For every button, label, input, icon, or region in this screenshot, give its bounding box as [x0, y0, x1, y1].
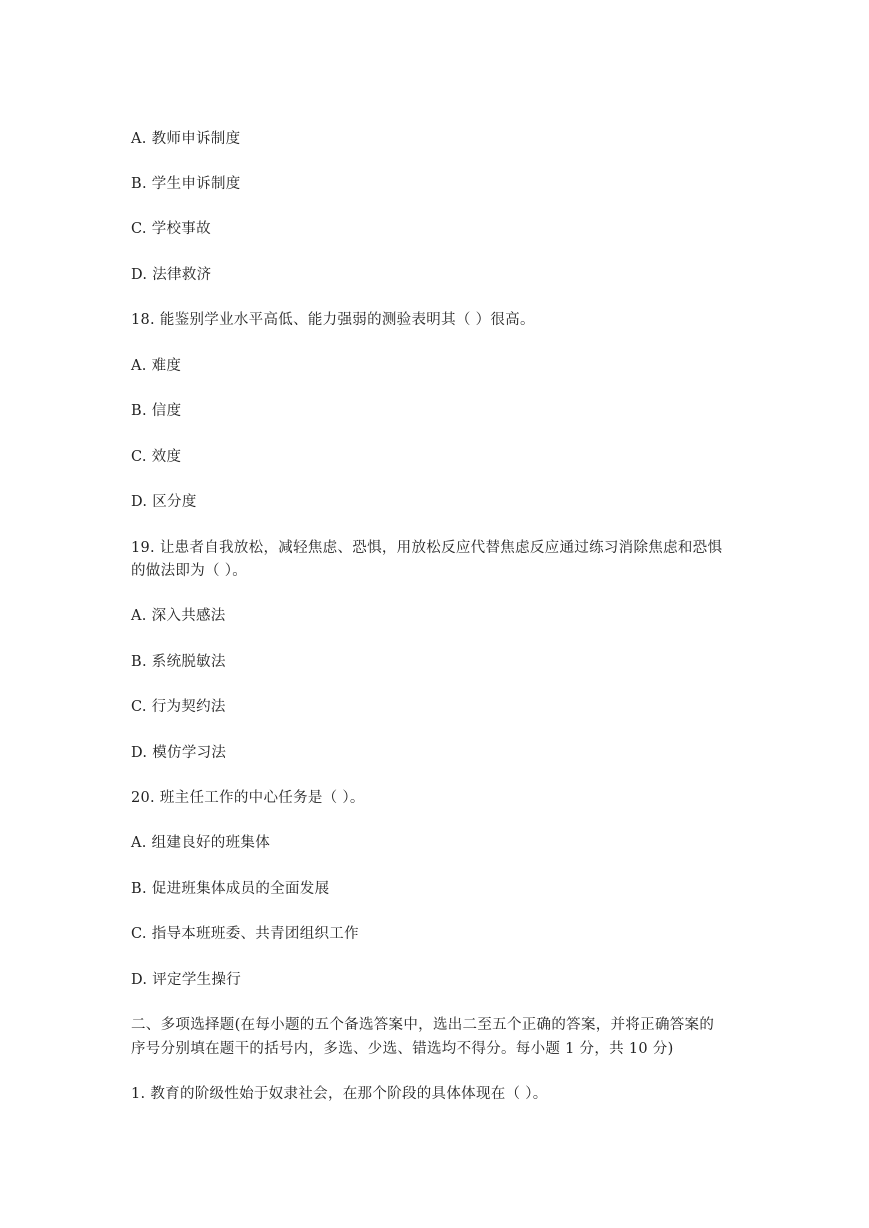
- option-18-c: C. 效度: [131, 449, 182, 465]
- option-19-b: B. 系统脱敏法: [131, 654, 226, 670]
- question-19-line-2: 的做法即为（ ）。: [131, 563, 248, 579]
- multi-question-1: 1. 教育的阶级性始于奴隶社会，在那个阶段的具体体现在（ ）。: [131, 1086, 548, 1102]
- option-19-d: D. 模仿学习法: [131, 745, 227, 761]
- option-19-a: A. 深入共感法: [131, 608, 226, 624]
- option-20-d: D. 评定学生操行: [131, 972, 242, 988]
- option-17-b: B. 学生申诉制度: [131, 176, 241, 192]
- section-heading-line-1: 二、多项选择题(在每小题的五个备选答案中，选出二至五个正确的答案，并将正确答案的: [131, 1017, 715, 1033]
- option-17-c: C. 学校事故: [131, 221, 211, 237]
- option-17-a: A. 教师申诉制度: [131, 131, 241, 147]
- option-20-c: C. 指导本班班委、共青团组织工作: [131, 926, 359, 942]
- option-18-b: B. 信度: [131, 403, 182, 419]
- question-19-line-1: 19. 让患者自我放松，减轻焦虑、恐惧，用放松反应代替焦虑反应通过练习消除焦虑和恐惧: [131, 540, 723, 556]
- option-18-d: D. 区分度: [131, 494, 197, 510]
- option-20-b: B. 促进班集体成员的全面发展: [131, 881, 330, 897]
- option-20-a: A. 组建良好的班集体: [131, 835, 270, 851]
- option-17-d: D. 法律救济: [131, 267, 212, 283]
- section-heading-line-2: 序号分别填在题干的括号内，多选、少选、错选均不得分。每小题 1 分，共 10 分): [131, 1041, 674, 1057]
- question-20: 20. 班主任工作的中心任务是（ ）。: [131, 790, 365, 806]
- option-19-c: C. 行为契约法: [131, 699, 226, 715]
- question-18: 18. 能鉴别学业水平高低、能力强弱的测验表明其（ ）很高。: [131, 312, 535, 328]
- option-18-a: A. 难度: [131, 358, 182, 374]
